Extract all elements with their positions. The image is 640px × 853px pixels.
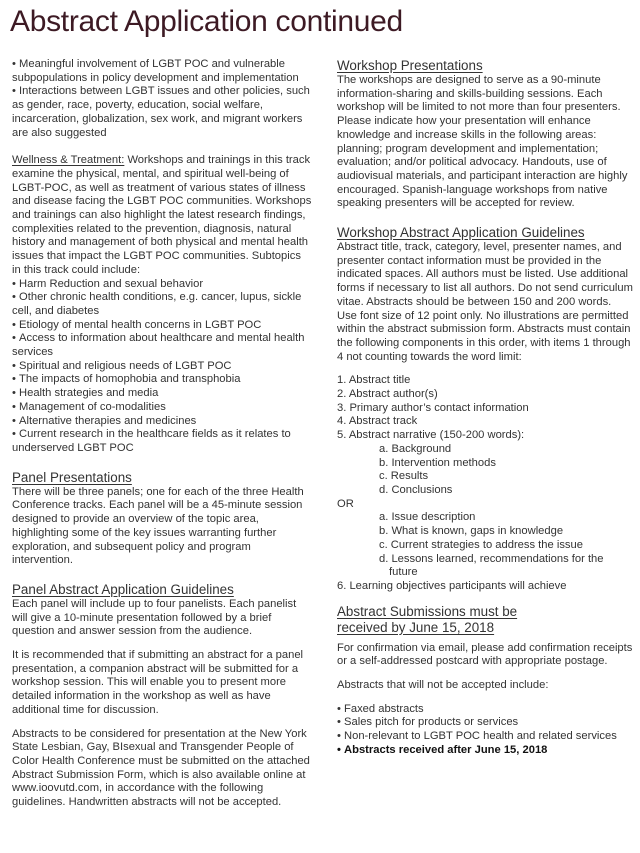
panel-guidelines-paragraph: Each panel will include up to four panelists. Each panelist will give a 10-minute presentation followed by a brief question and answer session from the audience. xyxy=(12,597,297,638)
list-item: • Interactions between LGBT issues and other policies, such as gender, race, poverty, education, social welfare, incarceration, globalization, sex work, and migrant workers are also suggested xyxy=(12,85,312,140)
wellness-paragraph xyxy=(12,154,312,277)
or-label: OR xyxy=(337,497,354,510)
list-item: • Non-relevant to LGBT POC health and related services xyxy=(337,730,633,744)
abstract-components-list xyxy=(337,374,633,443)
list-item: • Alternative therapies and medicines xyxy=(12,415,312,429)
wellness-text: Workshops and trainings in this track examine the physical, mental, and spiritual well-being of LGBT-POC, as well as treatment of various states of illness and disease facing the LGBT POC communities. Workshops and trainings can also highlight the latest research findings, complexities related to the prevention, diagnosis, natural history and management of both physical and mental health issues that impact the LGBT POC communities. Subtopics in this track could include: xyxy=(12,154,312,276)
page-title: Abstract Application continued xyxy=(10,5,403,38)
list-item: • Etiology of mental health concerns in LGBT POC xyxy=(12,319,312,333)
list-item: a. Issue description xyxy=(379,511,476,524)
panel-presentations-heading: Panel Presentations xyxy=(12,469,132,485)
list-item: d. Lessons learned, recommendations for the future xyxy=(379,552,604,579)
list-item: b. Intervention methods xyxy=(379,456,496,469)
list-item: 1. Abstract title xyxy=(337,374,411,387)
list-item: 5. Abstract narrative (150-200 words): xyxy=(337,429,525,442)
list-item: 6. Learning objectives participants will achieve xyxy=(337,579,567,592)
list-item: • Other chronic health conditions, e.g. cancer, lupus, sickle cell, and diabetes xyxy=(12,291,312,318)
list-item-deadline: • Abstracts received after June 15, 2018 xyxy=(337,744,633,758)
panel-guidelines-paragraph: Abstracts to be considered for presentation at the New York State Lesbian, Gay, BIsexual and Transgender People of Color Health Conference must be submitted on the attached Abstract Submission Form, which is also available online at www.ioovutd.com, in accordance with the following guidelines. Handwritten abstracts will not be accepted. xyxy=(12,727,310,809)
list-item: • Access to information about healthcare and mental health services xyxy=(12,332,312,359)
left-column xyxy=(12,58,312,810)
narrative-option-a-list xyxy=(337,443,633,498)
narrative-option-b-list xyxy=(337,511,633,580)
list-item: 2. Abstract author(s) xyxy=(337,388,438,401)
not-accepted-intro: Abstracts that will not be accepted include: xyxy=(337,679,549,692)
workshop-presentations-heading: Workshop Presentations xyxy=(337,58,483,73)
workshop-guidelines-heading: Workshop Abstract Application Guidelines xyxy=(337,225,585,241)
submissions-deadline-heading xyxy=(337,604,633,636)
list-item: c. Results xyxy=(379,470,429,483)
list-item: • Sales pitch for products or services xyxy=(337,716,633,730)
panel-guidelines-heading: Panel Abstract Application Guidelines xyxy=(12,581,234,597)
list-item: • The impacts of homophobia and transphobia xyxy=(12,373,312,387)
list-item: d. Conclusions xyxy=(379,483,453,496)
list-item: 3. Primary author’s contact information xyxy=(337,401,529,414)
submissions-heading-line2: received by June 15, 2018 xyxy=(337,619,495,635)
abstract-components-list-end xyxy=(337,580,633,594)
list-item: • Management of co-modalities xyxy=(12,401,312,415)
workshop-guidelines-text: Abstract title, track, category, level, presenter names, and presenter contact information must be provided in the indicated spaces. All authors must be listed. Use additional forms if necessary to list all authors. Do not send curriculum vitae. Abstracts should be between 150 and 200 words. Use font size of 12 point only. No illustrations are permitted within the abstract submission form. Abstracts must contain the following components in this order, with items 1 through 4 not counting towards the word limit: xyxy=(337,241,633,363)
list-item: c. Current strategies to address the issue xyxy=(379,538,583,551)
submissions-heading-line1: Abstract Submissions must be xyxy=(337,603,518,619)
list-item: • Health strategies and media xyxy=(12,387,312,401)
list-item: a. Background xyxy=(379,442,452,455)
list-item: • Faxed abstracts xyxy=(337,703,633,717)
right-column xyxy=(337,58,633,758)
list-item: • Meaningful involvement of LGBT POC and vulnerable subpopulations in policy development and implementation xyxy=(12,58,312,85)
wellness-subtopics-list xyxy=(12,278,312,456)
list-item: • Current research in the healthcare fields as it relates to underserved LGBT POC xyxy=(12,428,312,455)
intro-bullet-list xyxy=(12,58,312,140)
workshop-presentations-text: The workshops are designed to serve as a 90-minute information-sharing and skills-building sessions. Each workshop will be limited to not more than four presenters. Please indicate how your presentation will enhance knowledge and increase skills in the following areas: planning; program development and implementation; evaluation; and/or political advocacy. Handouts, use of audiovisual materials, and participant interaction are highly encouraged. Spanish-language workshops from native speaking presenters will be accepted for review. xyxy=(337,74,628,210)
wellness-heading: Wellness & Treatment: xyxy=(12,154,125,167)
list-item: b. What is known, gaps in knowledge xyxy=(379,525,564,538)
list-item: • Spiritual and religious needs of LGBT POC xyxy=(12,360,312,374)
list-item: • Harm Reduction and sexual behavior xyxy=(12,278,312,292)
panel-guidelines-paragraph: It is recommended that if submitting an abstract for a panel presentation, a companion abstract will be submitted for a workshop session. This will enable you to present more detailed information in the workshop as well as have additional time for discussion. xyxy=(12,649,304,716)
confirmation-text: For confirmation via email, please add confirmation receipts or a self-addressed postcard with appropriate postage. xyxy=(337,641,633,668)
list-item: 4. Abstract track xyxy=(337,415,418,428)
panel-presentations-text: There will be three panels; one for each of the three Health Conference tracks. Each panel will be a 45-minute session designed to provide an overview of the topic area, highlighting some of the key issues warranting further exploration, and subsequent policy and program intervention. xyxy=(12,485,304,567)
not-accepted-list xyxy=(337,703,633,758)
